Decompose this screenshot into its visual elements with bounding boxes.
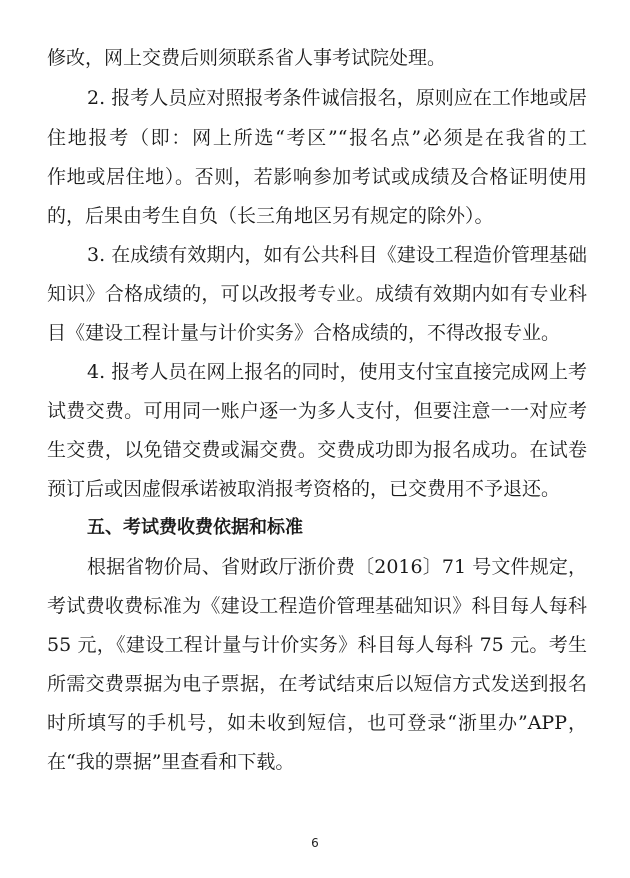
paragraph-line: 55 元，《建设工程计量与计价实务》科目每人每科 75 元。考生	[47, 634, 587, 656]
paragraph-line: 试费交费。可用同一账户逐一为多人支付，但要注意一一对应考	[47, 400, 587, 422]
paragraph-line: 3. 在成绩有效期内，如有公共科目《建设工程造价管理基础	[87, 244, 587, 266]
paragraph-line: 预订后或因虚假承诺被取消报考资格的，已交费用不予退还。	[47, 478, 561, 500]
paragraph-line: 修改，网上交费后则须联系省人事考试院处理。	[47, 47, 447, 69]
page-number: 6	[311, 836, 319, 850]
paragraph-line: 在“我的票据”里查看和下载。	[47, 751, 295, 773]
paragraph-line: 2. 报考人员应对照报考条件诚信报名，原则应在工作地或居	[87, 87, 587, 109]
section-heading: 五、考试费收费依据和标准	[87, 517, 303, 538]
paragraph-line: 的，后果由考生自负（长三角地区另有规定的除外）。	[47, 205, 494, 227]
paragraph-line: 根据省物价局、省财政厅浙价费〔2016〕71 号文件规定，	[87, 556, 587, 578]
paragraph-line: 考试费收费标准为《建设工程造价管理基础知识》科目每人每科	[47, 595, 587, 617]
paragraph-line: 知识》合格成绩的，可以改报考专业。成绩有效期内如有专业科	[47, 283, 587, 305]
paragraph-line: 生交费，以免错交费或漏交费。交费成功即为报名成功。在试卷	[47, 439, 587, 461]
paragraph-line: 住地报考（即：网上所选“考区”“报名点”必须是在我省的工	[47, 127, 587, 149]
paragraph-line: 时所填写的手机号，如未收到短信，也可登录“浙里办”APP，	[47, 712, 587, 734]
paragraph-line: 4. 报考人员在网上报名的同时，使用支付宝直接完成网上考	[87, 361, 587, 383]
paragraph-line: 所需交费票据为电子票据，在考试结束后以短信方式发送到报名	[47, 673, 587, 695]
paragraph-line: 作地或居住地）。否则，若影响参加考试或成绩及合格证明使用	[47, 166, 587, 188]
paragraph-line: 目《建设工程计量与计价实务》合格成绩的，不得改报专业。	[47, 322, 561, 344]
